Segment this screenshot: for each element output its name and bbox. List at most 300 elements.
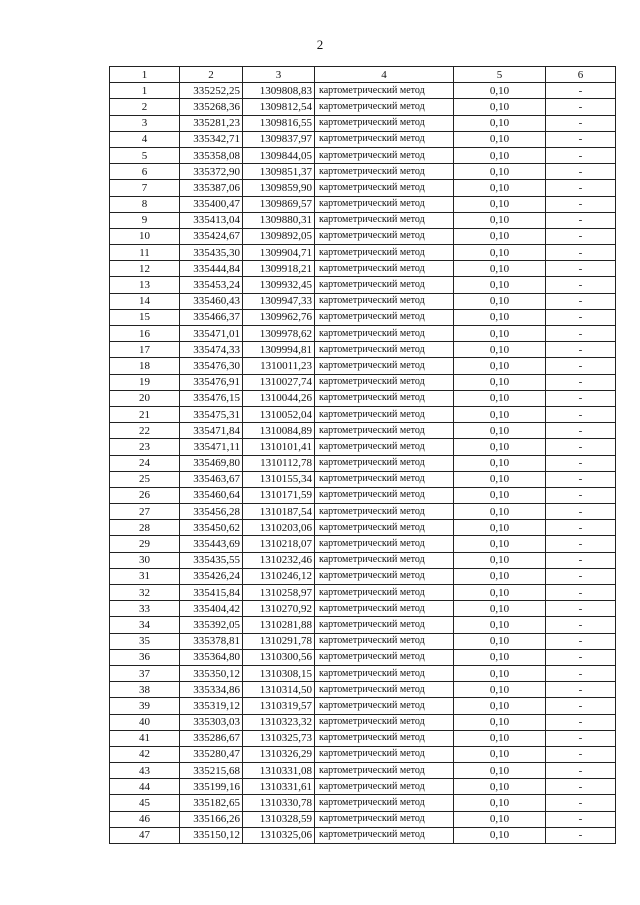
- x-coordinate-cell: 335358,08: [180, 147, 243, 163]
- note-cell: -: [546, 714, 616, 730]
- note-cell: -: [546, 779, 616, 795]
- method-cell: картометрический метод: [315, 649, 454, 665]
- column-header-2: 2: [180, 67, 243, 83]
- y-coordinate-cell: 1309962,76: [243, 309, 315, 325]
- table-row: [110, 585, 616, 601]
- point-number-cell: 35: [110, 633, 180, 649]
- point-number-cell: 15: [110, 309, 180, 325]
- column-header-3: 3: [243, 67, 315, 83]
- table-row: [110, 196, 616, 212]
- point-number-cell: 46: [110, 811, 180, 827]
- note-cell: -: [546, 568, 616, 584]
- note-cell: -: [546, 326, 616, 342]
- table-row: [110, 228, 616, 244]
- point-number-cell: 5: [110, 147, 180, 163]
- precision-cell: 0,10: [454, 520, 546, 536]
- table-row: [110, 212, 616, 228]
- page-number: 2: [316, 37, 324, 52]
- table-row: [110, 374, 616, 390]
- note-cell: -: [546, 698, 616, 714]
- y-coordinate-cell: 1310319,57: [243, 698, 315, 714]
- point-number-cell: 28: [110, 520, 180, 536]
- y-coordinate-cell: 1309816,55: [243, 115, 315, 131]
- note-cell: -: [546, 164, 616, 180]
- point-number-cell: 6: [110, 164, 180, 180]
- precision-cell: 0,10: [454, 293, 546, 309]
- table-row: [110, 342, 616, 358]
- table-row: [110, 665, 616, 681]
- precision-cell: 0,10: [454, 763, 546, 779]
- point-number-cell: 38: [110, 682, 180, 698]
- note-cell: -: [546, 83, 616, 99]
- table-row: [110, 164, 616, 180]
- table-row: [110, 763, 616, 779]
- method-cell: картометрический метод: [315, 99, 454, 115]
- precision-cell: 0,10: [454, 164, 546, 180]
- precision-cell: 0,10: [454, 180, 546, 196]
- y-coordinate-cell: 1310084,89: [243, 423, 315, 439]
- x-coordinate-cell: 335252,25: [180, 83, 243, 99]
- y-coordinate-cell: 1310325,06: [243, 827, 315, 843]
- method-cell: картометрический метод: [315, 552, 454, 568]
- note-cell: -: [546, 423, 616, 439]
- precision-cell: 0,10: [454, 455, 546, 471]
- table-row: [110, 245, 616, 261]
- precision-cell: 0,10: [454, 245, 546, 261]
- precision-cell: 0,10: [454, 665, 546, 681]
- precision-cell: 0,10: [454, 552, 546, 568]
- coordinates-table: [109, 66, 616, 844]
- y-coordinate-cell: 1309880,31: [243, 212, 315, 228]
- method-cell: картометрический метод: [315, 309, 454, 325]
- note-cell: -: [546, 212, 616, 228]
- y-coordinate-cell: 1309859,90: [243, 180, 315, 196]
- note-cell: -: [546, 293, 616, 309]
- method-cell: картометрический метод: [315, 423, 454, 439]
- table-row: [110, 326, 616, 342]
- y-coordinate-cell: 1310112,78: [243, 455, 315, 471]
- point-number-cell: 10: [110, 228, 180, 244]
- table-row: [110, 293, 616, 309]
- x-coordinate-cell: 335435,30: [180, 245, 243, 261]
- precision-cell: 0,10: [454, 504, 546, 520]
- method-cell: картометрический метод: [315, 698, 454, 714]
- y-coordinate-cell: 1310281,88: [243, 617, 315, 633]
- x-coordinate-cell: 335372,90: [180, 164, 243, 180]
- table-row: [110, 180, 616, 196]
- note-cell: -: [546, 536, 616, 552]
- note-cell: -: [546, 131, 616, 147]
- method-cell: картометрический метод: [315, 471, 454, 487]
- x-coordinate-cell: 335469,80: [180, 455, 243, 471]
- x-coordinate-cell: 335281,23: [180, 115, 243, 131]
- y-coordinate-cell: 1310187,54: [243, 504, 315, 520]
- y-coordinate-cell: 1309812,54: [243, 99, 315, 115]
- point-number-cell: 42: [110, 746, 180, 762]
- x-coordinate-cell: 335453,24: [180, 277, 243, 293]
- method-cell: картометрический метод: [315, 795, 454, 811]
- x-coordinate-cell: 335215,68: [180, 763, 243, 779]
- point-number-cell: 8: [110, 196, 180, 212]
- method-cell: картометрический метод: [315, 390, 454, 406]
- x-coordinate-cell: 335150,12: [180, 827, 243, 843]
- point-number-cell: 14: [110, 293, 180, 309]
- method-cell: картометрический метод: [315, 568, 454, 584]
- x-coordinate-cell: 335280,47: [180, 746, 243, 762]
- precision-cell: 0,10: [454, 617, 546, 633]
- precision-cell: 0,10: [454, 730, 546, 746]
- note-cell: -: [546, 374, 616, 390]
- table-row: [110, 277, 616, 293]
- y-coordinate-cell: 1309904,71: [243, 245, 315, 261]
- table-row: [110, 779, 616, 795]
- method-cell: картометрический метод: [315, 293, 454, 309]
- precision-cell: 0,10: [454, 439, 546, 455]
- precision-cell: 0,10: [454, 326, 546, 342]
- x-coordinate-cell: 335474,33: [180, 342, 243, 358]
- point-number-cell: 7: [110, 180, 180, 196]
- method-cell: картометрический метод: [315, 342, 454, 358]
- precision-cell: 0,10: [454, 277, 546, 293]
- point-number-cell: 1: [110, 83, 180, 99]
- method-cell: картометрический метод: [315, 487, 454, 503]
- precision-cell: 0,10: [454, 374, 546, 390]
- point-number-cell: 31: [110, 568, 180, 584]
- note-cell: -: [546, 633, 616, 649]
- precision-cell: 0,10: [454, 811, 546, 827]
- y-coordinate-cell: 1310291,78: [243, 633, 315, 649]
- point-number-cell: 18: [110, 358, 180, 374]
- precision-cell: 0,10: [454, 390, 546, 406]
- point-number-cell: 20: [110, 390, 180, 406]
- point-number-cell: 30: [110, 552, 180, 568]
- table-row: [110, 439, 616, 455]
- x-coordinate-cell: 335471,01: [180, 326, 243, 342]
- note-cell: -: [546, 552, 616, 568]
- table-row: [110, 811, 616, 827]
- table-row: [110, 649, 616, 665]
- point-number-cell: 2: [110, 99, 180, 115]
- point-number-cell: 27: [110, 504, 180, 520]
- table-row: [110, 309, 616, 325]
- table-row: [110, 617, 616, 633]
- x-coordinate-cell: 335444,84: [180, 261, 243, 277]
- x-coordinate-cell: 335413,04: [180, 212, 243, 228]
- column-header-6: 6: [546, 67, 616, 83]
- y-coordinate-cell: 1309851,37: [243, 164, 315, 180]
- y-coordinate-cell: 1309808,83: [243, 83, 315, 99]
- precision-cell: 0,10: [454, 423, 546, 439]
- x-coordinate-cell: 335435,55: [180, 552, 243, 568]
- point-number-cell: 29: [110, 536, 180, 552]
- note-cell: -: [546, 342, 616, 358]
- x-coordinate-cell: 335456,28: [180, 504, 243, 520]
- note-cell: -: [546, 730, 616, 746]
- y-coordinate-cell: 1310328,59: [243, 811, 315, 827]
- precision-cell: 0,10: [454, 746, 546, 762]
- note-cell: -: [546, 115, 616, 131]
- x-coordinate-cell: 335378,81: [180, 633, 243, 649]
- x-coordinate-cell: 335319,12: [180, 698, 243, 714]
- y-coordinate-cell: 1309837,97: [243, 131, 315, 147]
- note-cell: -: [546, 277, 616, 293]
- precision-cell: 0,10: [454, 795, 546, 811]
- method-cell: картометрический метод: [315, 83, 454, 99]
- table-row: [110, 406, 616, 422]
- note-cell: -: [546, 245, 616, 261]
- precision-cell: 0,10: [454, 228, 546, 244]
- x-coordinate-cell: 335424,67: [180, 228, 243, 244]
- y-coordinate-cell: 1310011,23: [243, 358, 315, 374]
- x-coordinate-cell: 335400,47: [180, 196, 243, 212]
- table-row: [110, 358, 616, 374]
- point-number-cell: 34: [110, 617, 180, 633]
- x-coordinate-cell: 335286,67: [180, 730, 243, 746]
- method-cell: картометрический метод: [315, 585, 454, 601]
- method-cell: картометрический метод: [315, 455, 454, 471]
- x-coordinate-cell: 335466,37: [180, 309, 243, 325]
- method-cell: картометрический метод: [315, 245, 454, 261]
- y-coordinate-cell: 1310101,41: [243, 439, 315, 455]
- table-body: [110, 83, 616, 844]
- precision-cell: 0,10: [454, 115, 546, 131]
- y-coordinate-cell: 1309994,81: [243, 342, 315, 358]
- table-row: [110, 698, 616, 714]
- table-row: [110, 455, 616, 471]
- method-cell: картометрический метод: [315, 212, 454, 228]
- x-coordinate-cell: 335450,62: [180, 520, 243, 536]
- method-cell: картометрический метод: [315, 131, 454, 147]
- x-coordinate-cell: 335471,84: [180, 423, 243, 439]
- method-cell: картометрический метод: [315, 277, 454, 293]
- method-cell: картометрический метод: [315, 406, 454, 422]
- note-cell: -: [546, 196, 616, 212]
- y-coordinate-cell: 1309869,57: [243, 196, 315, 212]
- table-row: [110, 730, 616, 746]
- precision-cell: 0,10: [454, 83, 546, 99]
- y-coordinate-cell: 1309918,21: [243, 261, 315, 277]
- method-cell: картометрический метод: [315, 730, 454, 746]
- method-cell: картометрический метод: [315, 147, 454, 163]
- y-coordinate-cell: 1310258,97: [243, 585, 315, 601]
- note-cell: -: [546, 795, 616, 811]
- point-number-cell: 24: [110, 455, 180, 471]
- note-cell: -: [546, 601, 616, 617]
- table-row: [110, 99, 616, 115]
- method-cell: картометрический метод: [315, 439, 454, 455]
- x-coordinate-cell: 335426,24: [180, 568, 243, 584]
- x-coordinate-cell: 335268,36: [180, 99, 243, 115]
- point-number-cell: 37: [110, 665, 180, 681]
- method-cell: картометрический метод: [315, 536, 454, 552]
- table-row: [110, 568, 616, 584]
- x-coordinate-cell: 335334,86: [180, 682, 243, 698]
- y-coordinate-cell: 1310027,74: [243, 374, 315, 390]
- method-cell: картометрический метод: [315, 164, 454, 180]
- table-row: [110, 131, 616, 147]
- point-number-cell: 11: [110, 245, 180, 261]
- precision-cell: 0,10: [454, 633, 546, 649]
- method-cell: картометрический метод: [315, 180, 454, 196]
- note-cell: -: [546, 358, 616, 374]
- method-cell: картометрический метод: [315, 504, 454, 520]
- note-cell: -: [546, 665, 616, 681]
- precision-cell: 0,10: [454, 487, 546, 503]
- precision-cell: 0,10: [454, 131, 546, 147]
- method-cell: картометрический метод: [315, 228, 454, 244]
- x-coordinate-cell: 335342,71: [180, 131, 243, 147]
- point-number-cell: 12: [110, 261, 180, 277]
- precision-cell: 0,10: [454, 536, 546, 552]
- x-coordinate-cell: 335415,84: [180, 585, 243, 601]
- y-coordinate-cell: 1309978,62: [243, 326, 315, 342]
- y-coordinate-cell: 1310155,34: [243, 471, 315, 487]
- note-cell: -: [546, 99, 616, 115]
- y-coordinate-cell: 1310326,29: [243, 746, 315, 762]
- column-header-1: 1: [110, 67, 180, 83]
- y-coordinate-cell: 1310300,56: [243, 649, 315, 665]
- y-coordinate-cell: 1310323,32: [243, 714, 315, 730]
- point-number-cell: 19: [110, 374, 180, 390]
- table-row: [110, 746, 616, 762]
- precision-cell: 0,10: [454, 147, 546, 163]
- method-cell: картометрический метод: [315, 714, 454, 730]
- precision-cell: 0,10: [454, 698, 546, 714]
- x-coordinate-cell: 335392,05: [180, 617, 243, 633]
- table-row: [110, 487, 616, 503]
- x-coordinate-cell: 335182,65: [180, 795, 243, 811]
- x-coordinate-cell: 335364,80: [180, 649, 243, 665]
- method-cell: картометрический метод: [315, 520, 454, 536]
- y-coordinate-cell: 1309932,45: [243, 277, 315, 293]
- point-number-cell: 44: [110, 779, 180, 795]
- note-cell: -: [546, 228, 616, 244]
- note-cell: -: [546, 390, 616, 406]
- table-row: [110, 504, 616, 520]
- precision-cell: 0,10: [454, 568, 546, 584]
- method-cell: картометрический метод: [315, 115, 454, 131]
- y-coordinate-cell: 1310308,15: [243, 665, 315, 681]
- point-number-cell: 17: [110, 342, 180, 358]
- precision-cell: 0,10: [454, 212, 546, 228]
- precision-cell: 0,10: [454, 827, 546, 843]
- point-number-cell: 16: [110, 326, 180, 342]
- table-row: [110, 552, 616, 568]
- y-coordinate-cell: 1309947,33: [243, 293, 315, 309]
- y-coordinate-cell: 1310044,26: [243, 390, 315, 406]
- method-cell: картометрический метод: [315, 746, 454, 762]
- note-cell: -: [546, 180, 616, 196]
- point-number-cell: 13: [110, 277, 180, 293]
- method-cell: картометрический метод: [315, 811, 454, 827]
- note-cell: -: [546, 811, 616, 827]
- method-cell: картометрический метод: [315, 261, 454, 277]
- point-number-cell: 22: [110, 423, 180, 439]
- y-coordinate-cell: 1310330,78: [243, 795, 315, 811]
- point-number-cell: 47: [110, 827, 180, 843]
- note-cell: -: [546, 439, 616, 455]
- note-cell: -: [546, 147, 616, 163]
- table-row: [110, 714, 616, 730]
- precision-cell: 0,10: [454, 649, 546, 665]
- method-cell: картометрический метод: [315, 617, 454, 633]
- y-coordinate-cell: 1310270,92: [243, 601, 315, 617]
- y-coordinate-cell: 1310331,61: [243, 779, 315, 795]
- point-number-cell: 23: [110, 439, 180, 455]
- note-cell: -: [546, 520, 616, 536]
- point-number-cell: 21: [110, 406, 180, 422]
- y-coordinate-cell: 1310052,04: [243, 406, 315, 422]
- note-cell: -: [546, 682, 616, 698]
- method-cell: картометрический метод: [315, 601, 454, 617]
- x-coordinate-cell: 335404,42: [180, 601, 243, 617]
- precision-cell: 0,10: [454, 471, 546, 487]
- method-cell: картометрический метод: [315, 779, 454, 795]
- x-coordinate-cell: 335199,16: [180, 779, 243, 795]
- y-coordinate-cell: 1310232,46: [243, 552, 315, 568]
- point-number-cell: 45: [110, 795, 180, 811]
- point-number-cell: 25: [110, 471, 180, 487]
- point-number-cell: 41: [110, 730, 180, 746]
- y-coordinate-cell: 1310325,73: [243, 730, 315, 746]
- table-header-row: [110, 67, 616, 83]
- point-number-cell: 39: [110, 698, 180, 714]
- x-coordinate-cell: 335387,06: [180, 180, 243, 196]
- precision-cell: 0,10: [454, 779, 546, 795]
- table-row: [110, 633, 616, 649]
- x-coordinate-cell: 335476,15: [180, 390, 243, 406]
- precision-cell: 0,10: [454, 358, 546, 374]
- table-row: [110, 261, 616, 277]
- point-number-cell: 33: [110, 601, 180, 617]
- precision-cell: 0,10: [454, 196, 546, 212]
- y-coordinate-cell: 1310246,12: [243, 568, 315, 584]
- x-coordinate-cell: 335166,26: [180, 811, 243, 827]
- point-number-cell: 3: [110, 115, 180, 131]
- note-cell: -: [546, 746, 616, 762]
- table-row: [110, 795, 616, 811]
- table-row: [110, 423, 616, 439]
- precision-cell: 0,10: [454, 342, 546, 358]
- x-coordinate-cell: 335476,30: [180, 358, 243, 374]
- method-cell: картометрический метод: [315, 665, 454, 681]
- method-cell: картометрический метод: [315, 682, 454, 698]
- note-cell: -: [546, 827, 616, 843]
- point-number-cell: 4: [110, 131, 180, 147]
- precision-cell: 0,10: [454, 99, 546, 115]
- x-coordinate-cell: 335460,64: [180, 487, 243, 503]
- precision-cell: 0,10: [454, 714, 546, 730]
- precision-cell: 0,10: [454, 261, 546, 277]
- y-coordinate-cell: 1310171,59: [243, 487, 315, 503]
- column-header-4: 4: [315, 67, 454, 83]
- table-row: [110, 115, 616, 131]
- precision-cell: 0,10: [454, 682, 546, 698]
- x-coordinate-cell: 335350,12: [180, 665, 243, 681]
- y-coordinate-cell: 1310218,07: [243, 536, 315, 552]
- y-coordinate-cell: 1310331,08: [243, 763, 315, 779]
- x-coordinate-cell: 335471,11: [180, 439, 243, 455]
- note-cell: -: [546, 487, 616, 503]
- note-cell: -: [546, 309, 616, 325]
- note-cell: -: [546, 455, 616, 471]
- note-cell: -: [546, 261, 616, 277]
- table-row: [110, 827, 616, 843]
- note-cell: -: [546, 617, 616, 633]
- point-number-cell: 36: [110, 649, 180, 665]
- table-row: [110, 601, 616, 617]
- point-number-cell: 26: [110, 487, 180, 503]
